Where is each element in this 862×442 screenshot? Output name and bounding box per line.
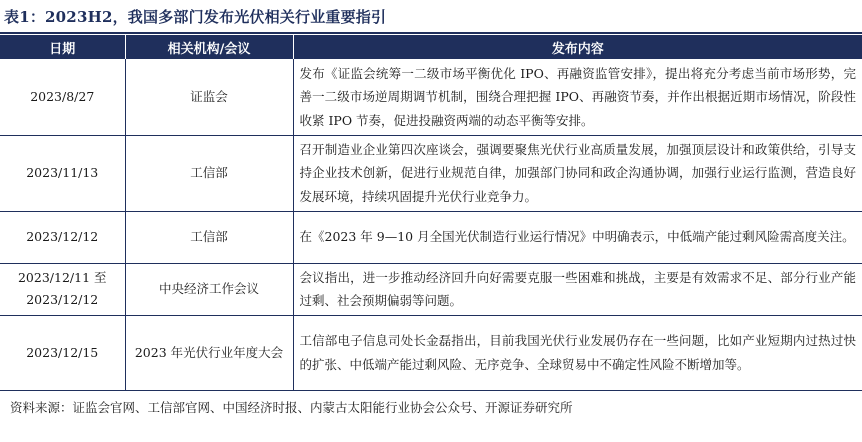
table-row: [0, 211, 862, 263]
row-org: 中央经济工作会议: [125, 263, 293, 315]
row-content: 在《2023 年 9—10 月全国光伏制造行业运行情况》中明确表示，中低端产能过剩风险需高度关注。: [293, 211, 862, 263]
row-content: 发布《证监会统筹一二级市场平衡优化 IPO、再融资监管安排》，提出将充分考虑当前市场形势，完善一二级市场逆周期调节机制，围绕合理把握 IPO、再融资节奏，并作出根据近期市场情况，阶段性收紧 IPO 节奏，促进投融资两端的动态平衡等安排。: [293, 59, 862, 135]
column-header-date: 日期: [0, 35, 125, 59]
row-content: 工信部电子信息司处长金磊指出，目前我国光伏行业发展仍存在一些问题，比如产业短期内过热过快的扩张、中低端产能过剩风险、无序竞争、全球贸易中不确定性风险不断增加等。: [293, 315, 862, 390]
row-date: 2023/12/15: [0, 315, 125, 390]
column-header-content: 发布内容: [293, 35, 862, 59]
table-row: [0, 59, 862, 135]
table-header-row: [0, 35, 862, 59]
source-note: 资料来源：证监会官网、工信部官网、中国经济时报、内蒙古太阳能行业协会公众号、开源证券研究所: [10, 400, 573, 415]
table-row: [0, 135, 862, 211]
row-org: 工信部: [125, 135, 293, 211]
row-org: 证监会: [125, 59, 293, 135]
row-date: 2023/12/11 至 2023/12/12: [0, 263, 125, 315]
row-date: 2023/8/27: [0, 59, 125, 135]
row-org: 2023 年光伏行业年度大会: [125, 315, 293, 390]
row-org: 工信部: [125, 211, 293, 263]
row-content: 会议指出，进一步推动经济回升向好需要克服一些困难和挑战，主要是有效需求不足、部分行业产能过剩、社会预期偏弱等问题。: [293, 263, 862, 315]
column-header-org: 相关机构/会议: [125, 35, 293, 59]
table-row: [0, 315, 862, 390]
guidance-table: [0, 35, 862, 391]
table-row: [0, 263, 862, 315]
title-divider: [0, 32, 862, 34]
row-date: 2023/12/12: [0, 211, 125, 263]
row-date: 2023/11/13: [0, 135, 125, 211]
table-title: 表1：2023H2，我国多部门发布光伏相关行业重要指引: [4, 8, 387, 26]
row-content: 召开制造业企业第四次座谈会，强调要聚焦光伏行业高质量发展，加强顶层设计和政策供给，引导支持企业技术创新，促进行业规范自律，加强部门协同和政企沟通协调，加强行业运行监测，营造良好发展环境，持续巩固提升光伏行业竞争力。: [293, 135, 862, 211]
